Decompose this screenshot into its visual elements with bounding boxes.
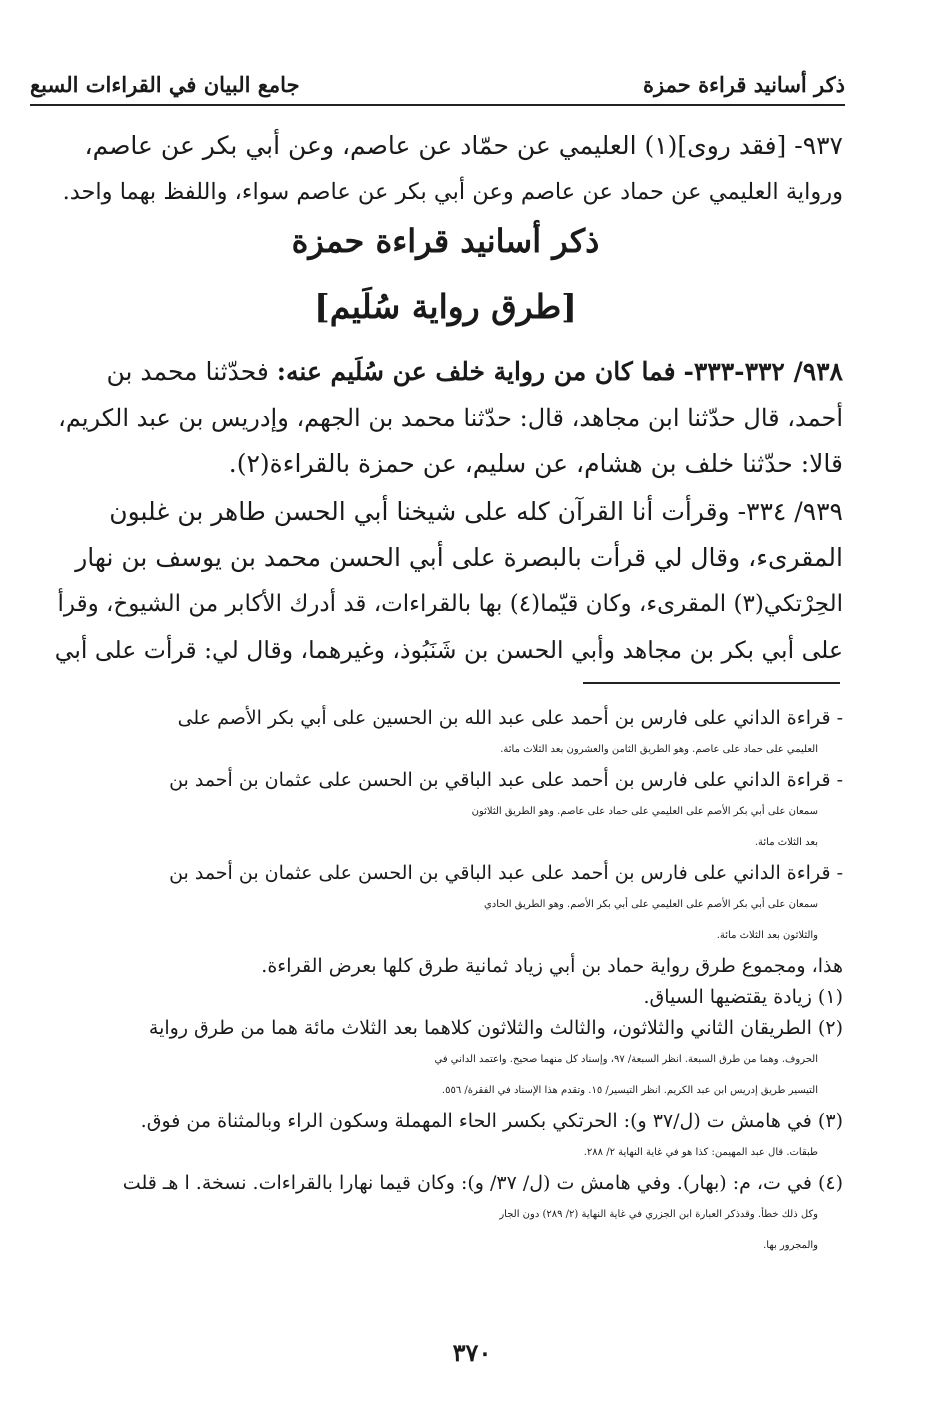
header-rule <box>30 104 845 106</box>
paragraph-line: الحِرْتكي(٣) المقرىء، وكان قيّما(٤) بها بالقراءات، قد أدرك الأكابر من الشيوخ، وقرأ <box>57 591 843 617</box>
footnote-route <box>48 703 843 765</box>
paragraph-line: أحمد، قال حدّثنا ابن مجاهد، قال: حدّثنا محمد بن الجهم، وإدريس بن عبد الكريم، <box>58 404 843 432</box>
paragraph-line: ٩٣٩/ ٣٣٤- وقرأت أنا القرآن كله على شيخنا أبي الحسن طاهر بن غلبون <box>109 497 843 526</box>
footnote-summary <box>48 951 843 982</box>
bold-lead: فما كان من رواية خلف عن سُلَيم عنه: <box>276 357 676 386</box>
footnote-line: (٢) الطريقان الثاني والثلاثون، والثالث والثلاثون كلاهما بعد الثلاث مائة هما من طرق رواية <box>148 1017 843 1039</box>
footnote-2 <box>48 1013 843 1106</box>
footnote-separator <box>583 682 840 684</box>
page-number: ٣٧٠ <box>452 1338 492 1367</box>
paragraph-939 <box>48 489 843 673</box>
footnote-line: والثلاثون بعد الثلاث مائة. <box>716 930 818 941</box>
footnote-line: طبقات. قال عبد المهيمن: كذا هو في غاية النهاية ٢/ ٢٨٨. <box>583 1147 818 1158</box>
footnote-route <box>48 765 843 858</box>
footnote-line: التيسير طريق إدريس ابن عبد الكريم. انظر التيسير/ ١٥. وتقدم هذا الإسناد في الفقرة/ ٥٥٦. <box>441 1085 818 1096</box>
footnote-line: (٣) في هامش ت (ل/٣٧ و): الحرتكي بكسر الحاء المهملة وسكون الراء وبالمثناة من فوق. <box>140 1110 843 1132</box>
footnote-line: والمجرور بها. <box>763 1240 818 1251</box>
paragraph-line <box>48 349 843 395</box>
footnote-line: - قراءة الداني على فارس بن أحمد على عبد الله بن الحسين على أبي بكر الأصم على <box>177 707 843 729</box>
footnote-line: هذا، ومجموع طرق رواية حماد بن أبي زياد ثمانية طرق كلها بعرض القراءة. <box>261 955 843 977</box>
footnote-line: (١) زيادة يقتضيها السياق. <box>643 986 843 1008</box>
paragraph-line: المقرىء، وقال لي قرأت بالبصرة على أبي الحسن محمد بن يوسف بن نهار <box>75 543 843 572</box>
footnote-1 <box>48 982 843 1013</box>
paragraph-line: ورواية العليمي عن حماد عن عاصم وعن أبي بكر عن عاصم سواء، واللفظ بهما واحد. <box>62 179 843 205</box>
footnote-line: - قراءة الداني على فارس بن أحمد على عبد الباقي بن الحسن على عثمان بن أحمد بن <box>169 769 843 791</box>
paragraph-text: فحدّثنا محمد بن <box>106 357 269 386</box>
paragraph-line: قالا: حدّثنا خلف بن هشام، عن سليم، عن حمزة بالقراءة(٢). <box>228 449 843 478</box>
paragraph-937 <box>48 123 843 215</box>
subsection-heading: [طرق رواية سُلَيم] <box>314 287 577 326</box>
footnote-line: بعد الثلاث مائة. <box>754 837 818 848</box>
footnote-3 <box>48 1106 843 1168</box>
paragraph-line: على أبي بكر بن مجاهد وأبي الحسن بن شَنَبُوذ، وغيرهما، وقال لي: قرأت على أبي <box>54 636 843 664</box>
footnote-line: العليمي على حماد على عاصم. وهو الطريق الثامن والعشرون بعد الثلاث مائة. <box>500 744 818 755</box>
footnote-4 <box>48 1168 843 1261</box>
section-heading: ذكر أسانيد قراءة حمزة <box>291 222 600 260</box>
footnote-line: سمعان على أبي بكر الأصم على العليمي على حماد على عاصم. وهو الطريق الثلاثون <box>471 806 818 817</box>
running-header <box>30 66 845 106</box>
footnote-line: - قراءة الداني على فارس بن أحمد على عبد الباقي بن الحسن على عثمان بن أحمد بن <box>169 862 843 884</box>
footnote-line: (٤) في ت، م: (بهار). وفي هامش ت (ل/ ٣٧/ و): وكان قيما نهارا بالقراءات. نسخة. ا هـ قلت <box>122 1172 843 1194</box>
chapter-title: ذكر أسانيد قراءة حمزة <box>643 72 845 97</box>
paragraph-number: ٩٣٨/ ٣٣٢-٣٣٣- <box>683 357 843 386</box>
book-title: جامع البيان في القراءات السبع <box>30 72 300 97</box>
footnote-line: سمعان على أبي بكر الأصم على العليمي على أبي بكر الأصم. وهو الطريق الحادي <box>483 899 818 910</box>
footnote-line: الحروف. وهما من طرق السبعة. انظر السبعة/ ٩٧، وإسناد كل منهما صحيح. واعتمد الداني في <box>434 1054 818 1065</box>
footnote-line: وكل ذلك خطأ. وقدذكر العبارة ابن الجزري في غاية النهاية (٢/ ٢٨٩) دون الجار <box>499 1209 818 1220</box>
footnote-route <box>48 858 843 951</box>
paragraph-line: ٩٣٧- [فقد روى](١) العليمي عن حمّاد عن عاصم، وعن أبي بكر عن عاصم، <box>84 131 843 160</box>
paragraph-938 <box>48 349 843 487</box>
footnotes <box>48 703 843 1261</box>
